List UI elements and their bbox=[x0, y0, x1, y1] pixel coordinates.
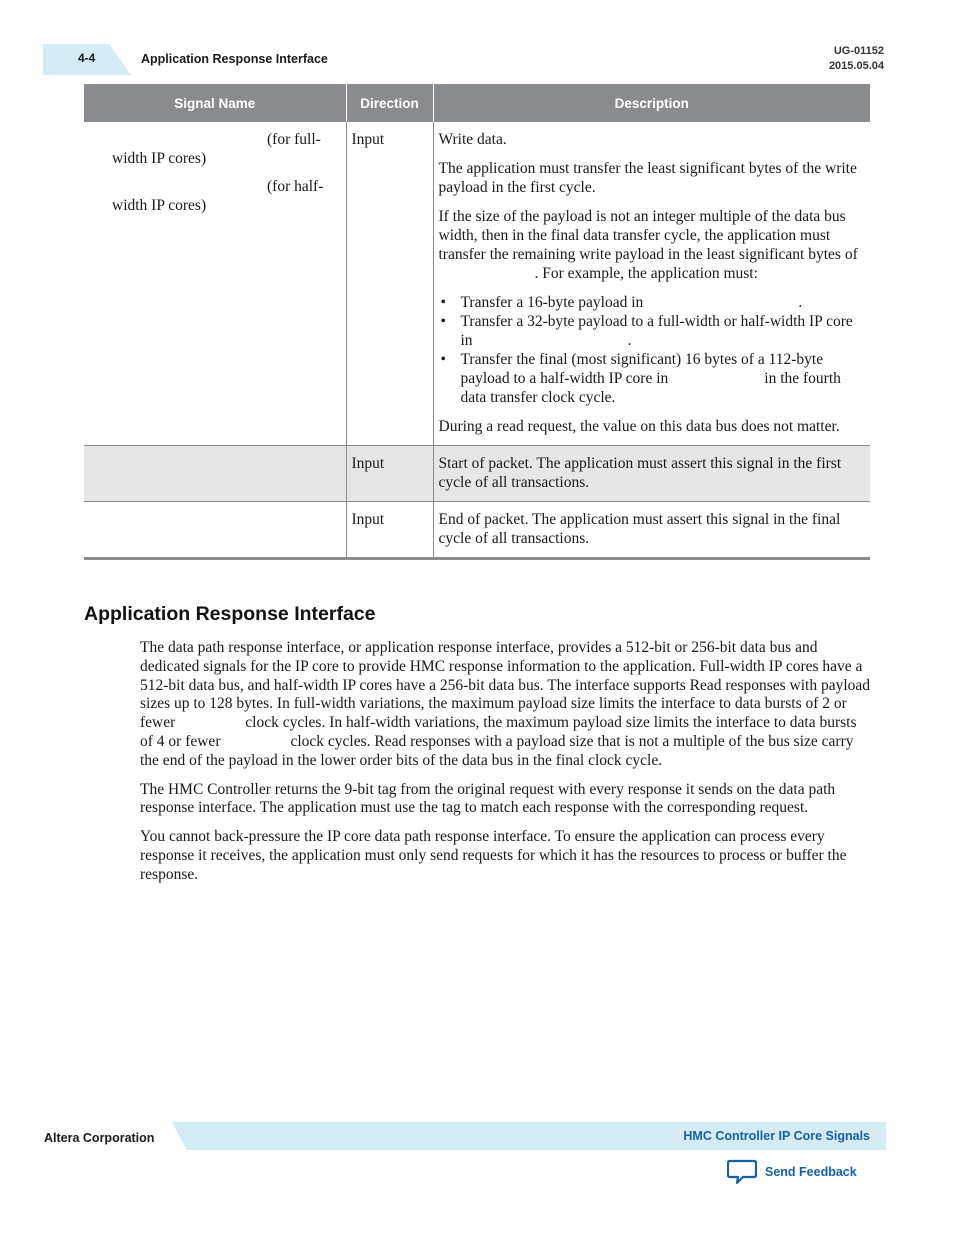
table-header-row bbox=[84, 84, 870, 122]
description-cell bbox=[433, 122, 870, 446]
table-row bbox=[84, 446, 870, 502]
desc-text: in the fourth data transfer clock cycle. bbox=[460, 370, 841, 406]
signal-note: width IP cores) bbox=[112, 150, 207, 167]
doc-info bbox=[829, 44, 884, 74]
signal-note: (for half- bbox=[267, 178, 324, 195]
col-direction: Direction bbox=[346, 84, 433, 122]
body-paragraph bbox=[140, 639, 872, 771]
direction-cell: Input bbox=[346, 446, 433, 502]
list-item bbox=[439, 350, 866, 407]
doc-id: UG-01152 bbox=[833, 45, 884, 57]
description-cell: Start of packet. The application must assert this signal in the first cycle of all transactions. bbox=[433, 446, 870, 502]
send-feedback-label[interactable]: Send Feedback bbox=[765, 1165, 857, 1179]
send-feedback-link[interactable] bbox=[727, 1159, 857, 1185]
footer-company: Altera Corporation bbox=[44, 1131, 155, 1145]
desc-paragraph: Write data. bbox=[438, 131, 507, 148]
body-text: The data path response interface, or application response interface, provides a 512-bit or 256-bit data bus and dedicated signals for the IP core to provide HMC response information to the application. Full-width IP cores have a 512-bit data bus, and half-width IP cores have a 256-bit data bus. The interface supports Read responses with payload sizes up to 128 bytes. In full-width variations, the maximum payload size limits the interface to data bursts of 2 or fewer bbox=[140, 639, 871, 732]
signal-name-cell bbox=[84, 502, 346, 559]
list-item bbox=[439, 312, 866, 350]
signal-note: (for full- bbox=[267, 131, 321, 148]
direction-cell: Input bbox=[346, 502, 433, 559]
desc-paragraph: During a read request, the value on this data bus does not matter. bbox=[438, 418, 840, 435]
desc-text: If the size of the payload is not an integer multiple of the data bus width, then in the final data transfer cycle, the application must transfer the remaining write payload in the least significant bytes of bbox=[438, 208, 858, 263]
description-cell: End of packet. The application must assert this signal in the final cycle of all transactions. bbox=[433, 502, 870, 559]
body-text: clock cycles. In half-width variations, the maximum payload size limits the interface to data bursts of 4 or fewer bbox=[140, 714, 857, 750]
desc-text: . bbox=[627, 332, 632, 349]
footer-section-link[interactable]: HMC Controller IP Core Signals bbox=[683, 1129, 870, 1143]
signal-name-cell bbox=[84, 122, 346, 446]
section-heading: Application Response Interface bbox=[84, 603, 376, 625]
signal-name-cell bbox=[84, 446, 346, 502]
body-paragraph: You cannot back-pressure the IP core data path response interface. To ensure the application can process every response it receives, the application must only send requests for which it has the resources to process or buffer the response. bbox=[140, 828, 847, 883]
header-section-title: Application Response Interface bbox=[141, 52, 328, 66]
desc-text: Transfer a 16-byte payload in bbox=[460, 294, 644, 311]
col-signal-name: Signal Name bbox=[84, 84, 346, 122]
table-row bbox=[84, 502, 870, 559]
desc-text: Transfer the final (most significant) 16 bytes of a 112-byte payload to a half-width IP core in bbox=[460, 351, 824, 387]
desc-text: . bbox=[798, 294, 803, 311]
doc-date: 2015.05.04 bbox=[828, 60, 884, 72]
desc-text: Transfer a 32-byte payload to a full-width or half-width IP core in bbox=[460, 313, 853, 349]
col-description: Description bbox=[433, 84, 870, 122]
page-number: 4-4 bbox=[78, 51, 96, 65]
list-item bbox=[439, 293, 866, 312]
desc-bullet-list bbox=[439, 293, 866, 407]
section-body bbox=[140, 639, 872, 895]
desc-text: . For example, the application must: bbox=[534, 265, 758, 282]
speech-bubble-icon bbox=[727, 1159, 757, 1185]
direction-cell: Input bbox=[346, 122, 433, 446]
desc-paragraph bbox=[439, 207, 866, 283]
body-paragraph: The HMC Controller returns the 9-bit tag from the original request with every response it sends on the data path response interface. The application must use the tag to match each response with the corresponding request. bbox=[140, 780, 836, 817]
signal-table bbox=[84, 84, 870, 560]
desc-paragraph: The application must transfer the least significant bytes of the write payload in the first cycle. bbox=[438, 160, 857, 196]
signal-note: width IP cores) bbox=[112, 197, 207, 214]
body-text: clock cycles. Read responses with a payload size that is not a multiple of the bus size carry the end of the payload in the lower order bits of the data bus in the final clock cycle. bbox=[140, 732, 854, 769]
table-row bbox=[84, 122, 870, 446]
